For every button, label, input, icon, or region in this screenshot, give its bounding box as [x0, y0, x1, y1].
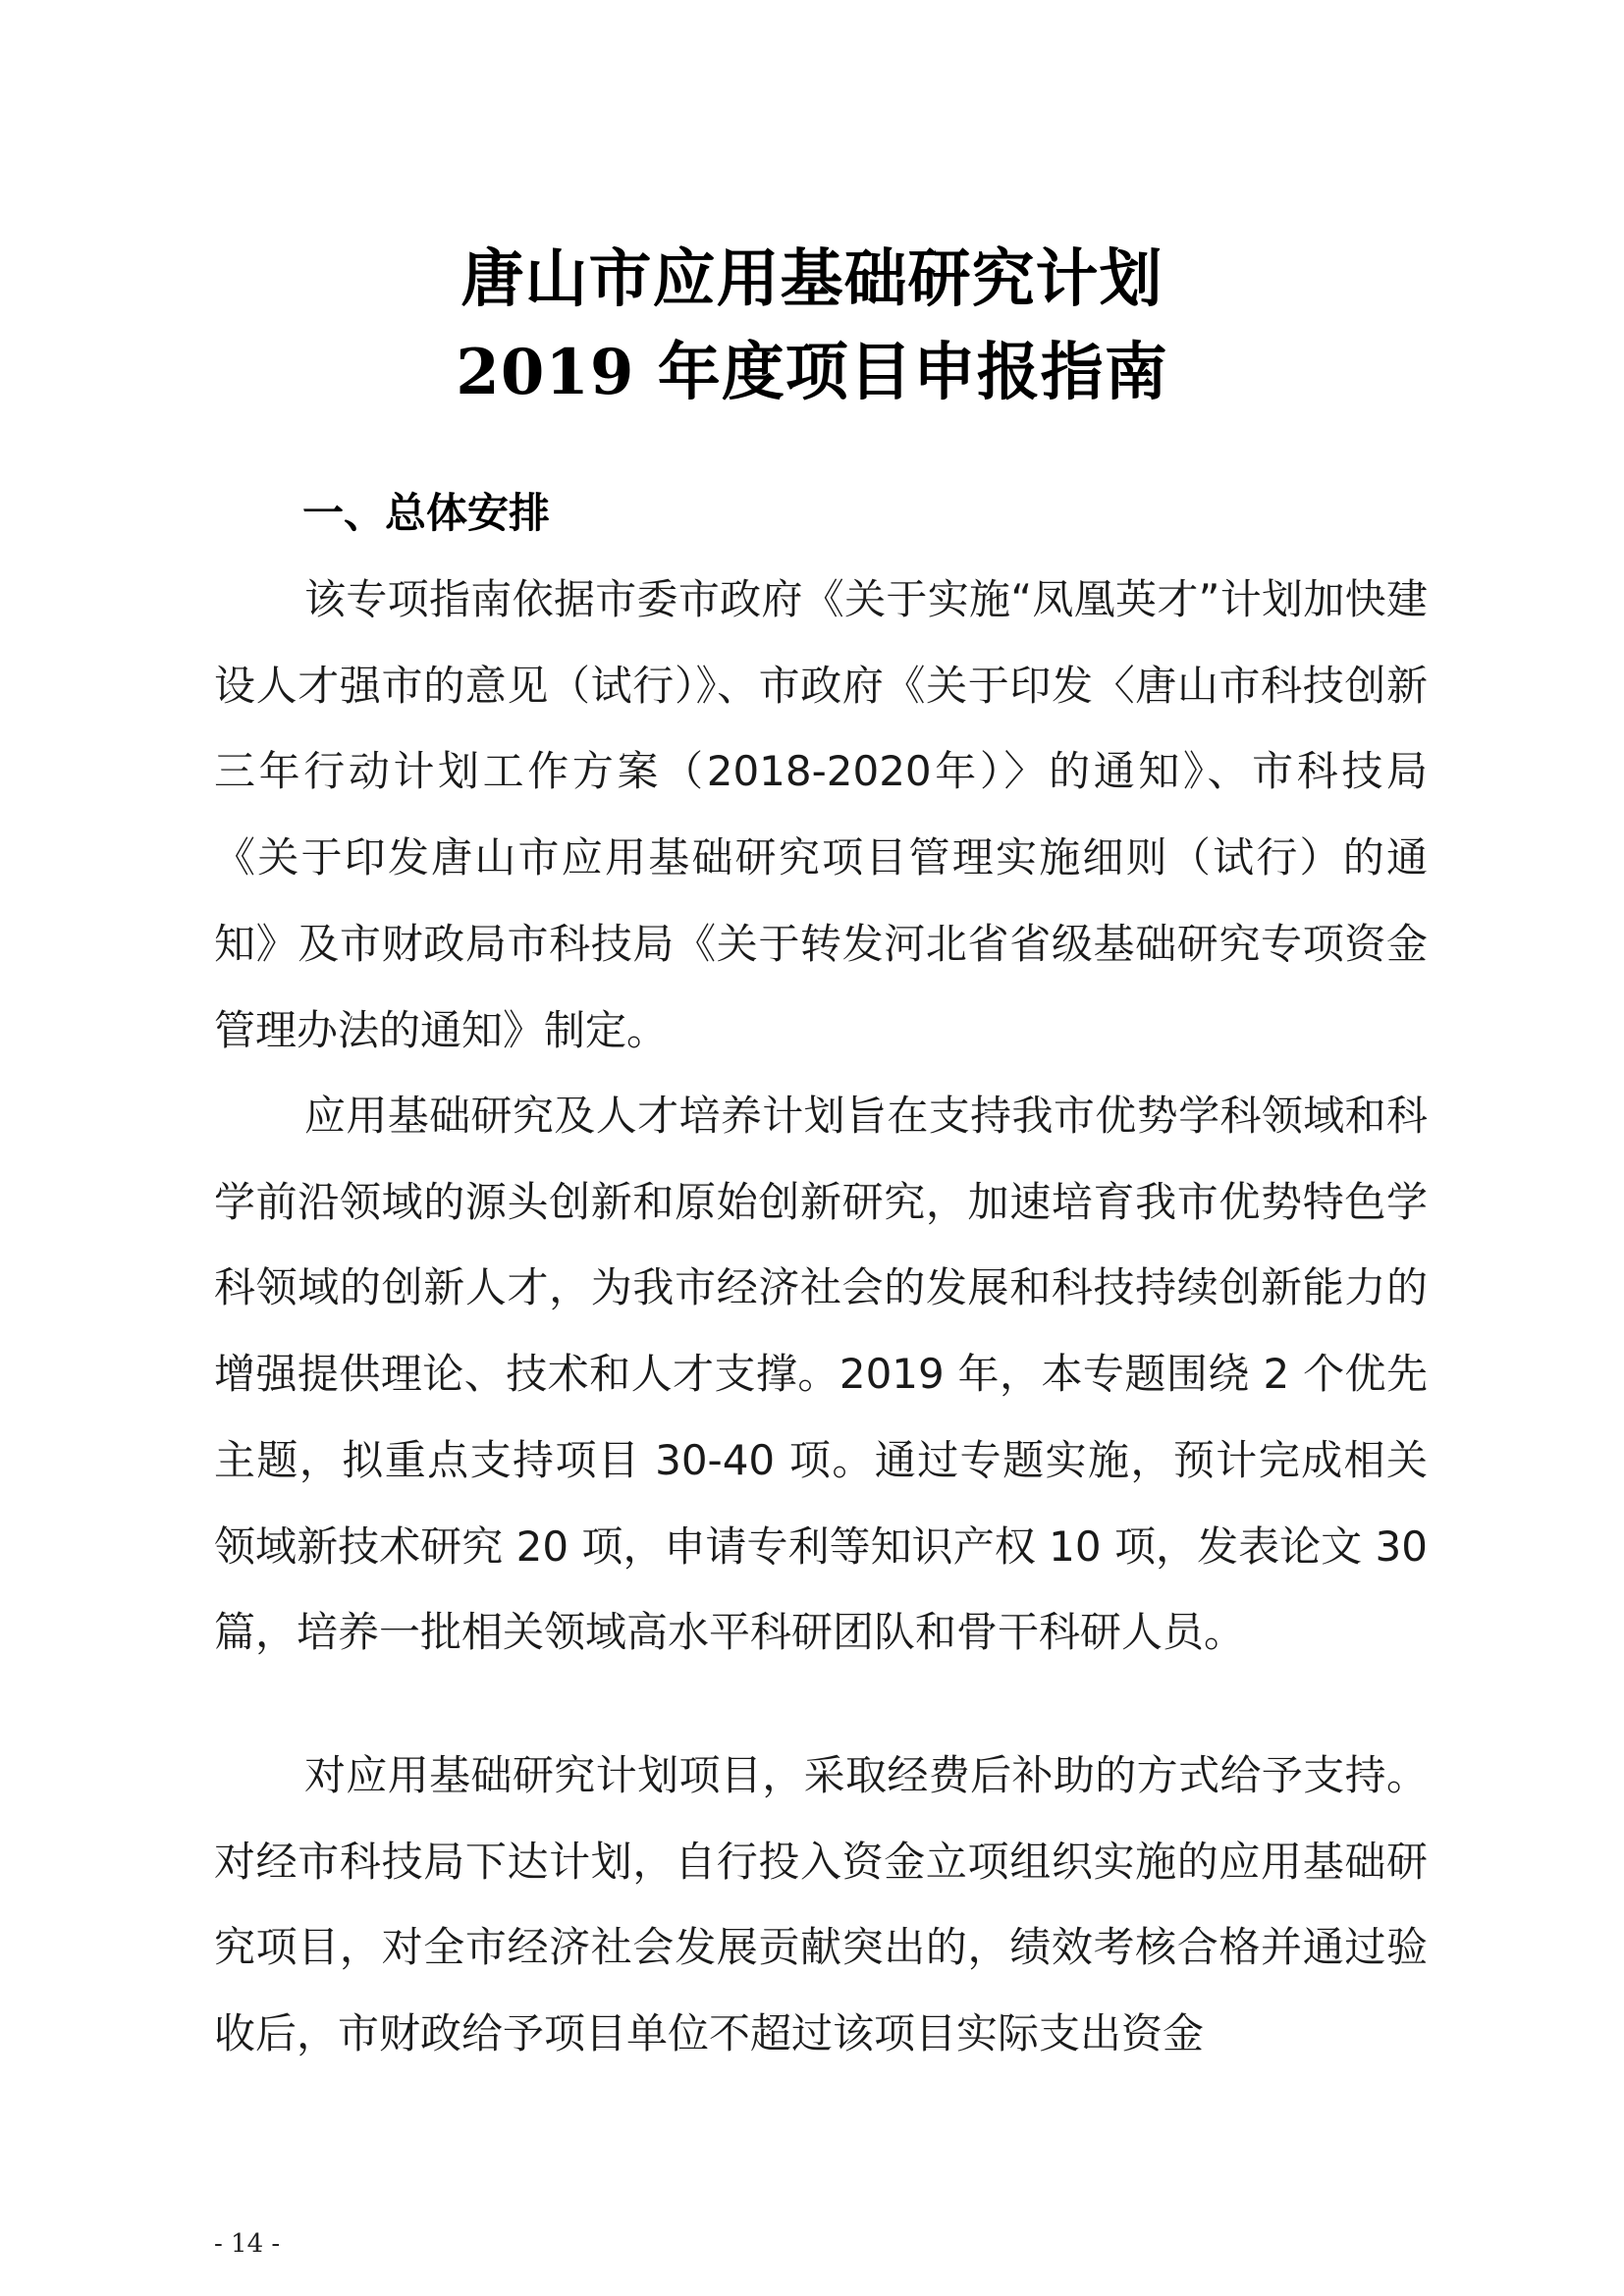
paragraph: 应用基础研究及人才培养计划旨在支持我市优势学科领域和科学前沿领域的源头创新和原始创新研究，加速培育我市优势特色学科领域的创新人才，为我市经济社会的发展和科技持续创新能力的增强提供理论、技术和人才支撑。2019 年，本专题围绕 2 个优先主题，拟重点支持项目 30-40 项。通过专题实施，预计完成相关领域新技术研究 20 项，申请专利等知识产权 10 项，发表论文 30 篇，培养一批相关领域高水平科研团队和骨干科研人员。	[214, 1092, 1428, 1657]
section-heading: 一、总体安排	[302, 489, 551, 537]
paragraph: 该专项指南依据市委市政府《关于实施“凤凰英才”计划加快建设人才强市的意见（试行）》、市政府《关于印发〈唐山市科技创新三年行动计划工作方案（2018-2020年）〉的通知》、市科技局《关于印发唐山市应用基础研究项目管理实施细则（试行）的通知》及市财政局市科技局《关于转发河北省省级基础研究专项资金管理办法的通知》制定。	[214, 575, 1428, 1054]
document-title-line2: 2019 年度项目申报指南	[456, 336, 1168, 409]
page-number: - 14 -	[214, 2229, 281, 2259]
document-title-line1: 唐山市应用基础研究计划	[460, 242, 1164, 316]
paragraph: 对应用基础研究计划项目，采取经费后补助的方式给予支持。对经市科技局下达计划，自行投入资金立项组织实施的应用基础研究项目，对全市经济社会发展贡献突出的，绩效考核合格并通过验收后，市财政给予项目单位不超过该项目实际支出资金	[214, 1751, 1428, 2058]
